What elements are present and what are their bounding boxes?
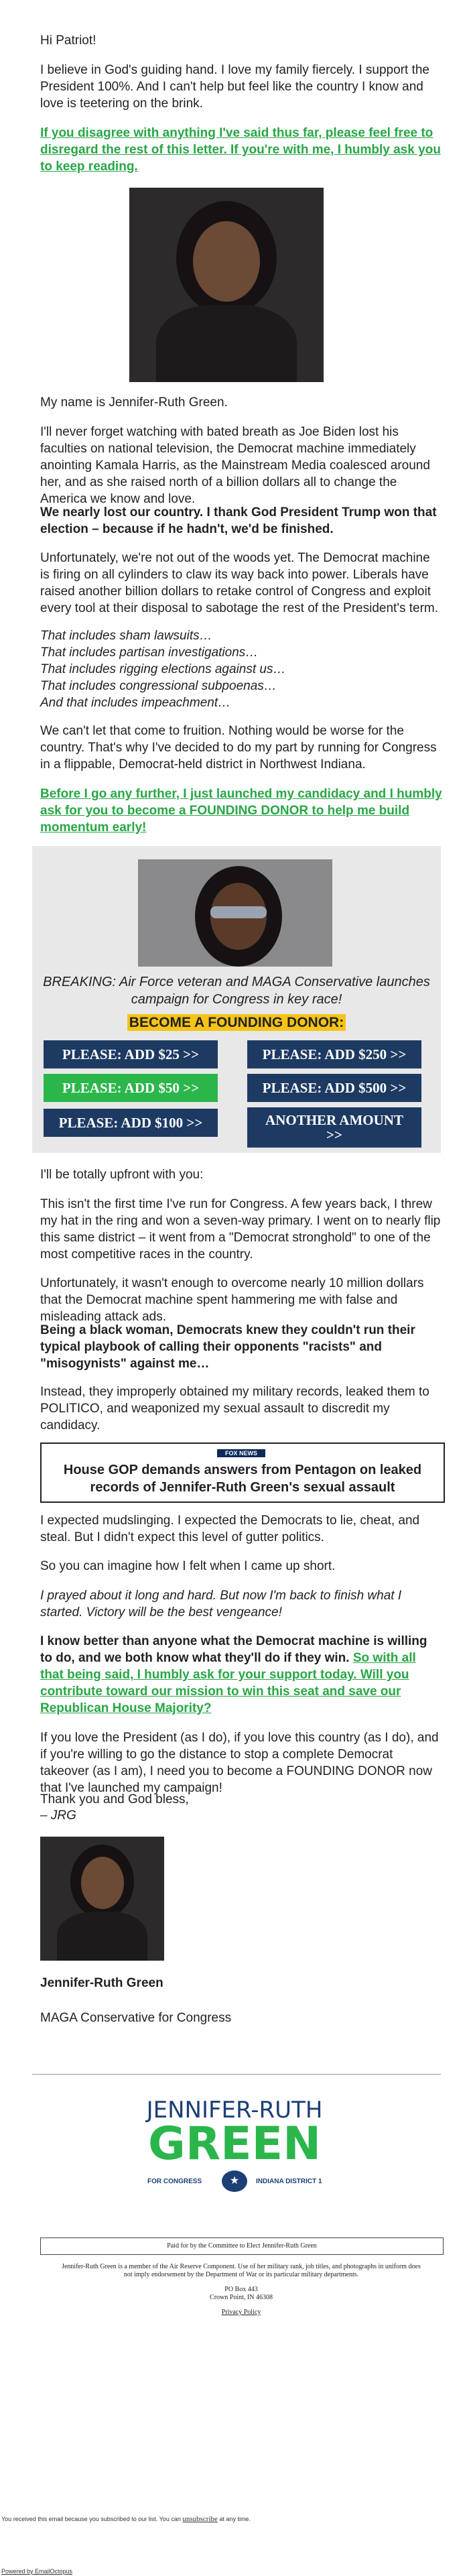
paragraph-support xyxy=(40,1633,442,1717)
paragraph-playbook: Being a black woman, Democrats knew they couldn't run their typical playbook of calling their opponents "racists" and "misogynists" against me… xyxy=(40,1323,415,1371)
add-50-button[interactable]: PLEASE: ADD $50 >> xyxy=(44,1074,218,1102)
list-item: That includes sham lawsuits… xyxy=(40,629,212,643)
list-item: That includes congressional subpoenas… xyxy=(40,679,277,693)
paragraph-fruition: We can't let that come to fruition. Nothing would be worse for the country. That's why I've decided to do my part by running for Congress in a flippable, Democrat-held district in Northwest Indiana. xyxy=(40,724,437,772)
signature-title: MAGA Conservative for Congress xyxy=(40,2011,232,2025)
star-emblem-icon: ★ xyxy=(222,2170,247,2192)
paragraph-name: My name is Jennifer-Ruth Green. xyxy=(40,395,228,410)
founding-donor-heading: BECOME A FOUNDING DONOR: xyxy=(32,1015,441,1031)
another-amount-button[interactable]: ANOTHER AMOUNT >> xyxy=(247,1107,421,1148)
candidate-portrait-photo xyxy=(129,188,324,382)
support-bold-text: I know better than anyone what the Democrat machine is willing to do, and we both know what they'll do if they win. xyxy=(40,1634,427,1665)
paid-for-box xyxy=(40,2237,444,2255)
add-25-button[interactable]: PLEASE: ADD $25 >> xyxy=(44,1040,218,1068)
fox-news-badge: FOX NEWS xyxy=(217,1449,265,1457)
fox-news-headline-box[interactable] xyxy=(40,1443,445,1503)
paragraph-woods: Unfortunately, we're not out of the woods yet. The Democrat machine is firing on all cylinders to claw its way back into power. Liberals have raised another billion dollars to retake control of Congress and exploit every tool at their disposal to sabotage the rest of the President's term. xyxy=(40,551,439,615)
add-500-button[interactable]: PLEASE: ADD $500 >> xyxy=(247,1074,421,1102)
paragraph-intro: I believe in God's guiding hand. I love my family fiercely. I support the President 100%. And I can't help but feel like the country I know and love is teetering on the brink. xyxy=(40,63,429,111)
list-item: That includes rigging elections against us… xyxy=(40,662,286,676)
breaking-headline: BREAKING: Air Force veteran and MAGA Conservative launches campaign for Congress in key race! xyxy=(43,975,430,1007)
initials: – JRG xyxy=(40,1808,76,1823)
paragraph-nearly-lost: We nearly lost our country. I thank God President Trump won that election – because if he hadn't, we'd be finished. xyxy=(40,505,437,536)
logo-line1: JENNIFER-RUTH xyxy=(146,2097,323,2124)
logo-district: INDIANA DISTRICT 1 xyxy=(256,2178,322,2185)
paragraph-upfront: I'll be totally upfront with you: xyxy=(40,1168,204,1182)
signoff: Thank you and God bless, xyxy=(40,1792,189,1806)
logo-for-congress: FOR CONGRESS xyxy=(147,2178,202,2185)
fox-news-headline: House GOP demands answers from Pentagon on leaked records of Jennifer-Ruth Green's sexual assault xyxy=(63,1463,422,1495)
add-250-button[interactable]: PLEASE: ADD $250 >> xyxy=(247,1040,421,1068)
paragraph-records: Instead, they improperly obtained my military records, leaked them to POLITICO, and weaponized my sexual assault to discredit my candidacy. xyxy=(40,1385,429,1432)
divider xyxy=(32,2074,441,2075)
powered-by-link[interactable]: Powered by EmailOctopus xyxy=(1,2568,73,2575)
paragraph-came-up-short: So you can imagine how I felt when I came up short. xyxy=(40,1559,336,1573)
unsubscribe-line: You received this email because you subscribed to our list. You can unsubscribe at any time. xyxy=(1,2515,251,2523)
founding-donor-link[interactable]: Before I go any further, I just launched my candidacy and I humbly ask for you to become a FOUNDING DONOR to help me build momentum early! xyxy=(40,787,442,835)
logo-line2: GREEN xyxy=(148,2118,321,2170)
campaign-photo xyxy=(138,859,332,967)
unsubscribe-link[interactable]: unsubscribe xyxy=(182,2515,218,2523)
greeting: Hi Patriot! xyxy=(40,34,96,48)
sunglasses-icon xyxy=(210,906,267,918)
paragraph-love-president: If you love the President (as I do), if you love this country (as I do), and if you're willing to go the distance to stop a complete Democrat takeover (as I am), I need you to become a FOUNDING DONOR now that I've launched my campaign! xyxy=(40,1731,439,1795)
disregard-link[interactable]: If you disagree with anything I've said thus far, please feel free to disregard the rest of this letter. If you're with me, I humbly ask you to keep reading. xyxy=(40,126,441,174)
po-box: PO Box 443 xyxy=(224,2286,258,2293)
privacy-policy-wrap xyxy=(40,2309,442,2317)
signature-photo xyxy=(40,1837,164,1961)
list-item: That includes partisan investigations… xyxy=(40,646,259,660)
donate-box xyxy=(32,846,441,1153)
support-link[interactable]: So with all that being said, I humbly ask for your support today. Will you contribute toward our mission to win this seat and save our Republican House Majority? xyxy=(40,1651,416,1715)
signature-name: Jennifer-Ruth Green xyxy=(40,1976,163,1990)
paragraph-prayed: I prayed about it long and hard. But now I'm back to finish what I started. Victory will be the best vengeance! xyxy=(40,1589,402,1619)
add-100-button[interactable]: PLEASE: ADD $100 >> xyxy=(44,1109,218,1137)
paragraph-mudslinging: I expected mudslinging. I expected the Democrats to lie, cheat, and steal. But I didn't expect this level of gutter politics. xyxy=(40,1514,420,1544)
list-item: And that includes impeachment… xyxy=(40,696,231,710)
paragraph-first-run: This isn't the first time I've run for Congress. A few years back, I threw my hat in the ring and won a seven-way primary. I went on to nearly flip this same district – it went from a "Democrat stronghold" to one of the most competitive races in the country. xyxy=(40,1197,441,1262)
city: Crown Point, IN 46308 xyxy=(210,2294,273,2301)
privacy-policy-link[interactable]: Privacy Policy xyxy=(221,2309,261,2316)
disclaimer: Jennifer-Ruth Green is a member of the Air Reserve Component. Use of her military rank, job titles, and photographs in uniform does not imply endorsement by the Department of War or its particular military departments. xyxy=(62,2263,421,2278)
paragraph-ten-million: Unfortunately, it wasn't enough to overcome nearly 10 million dollars that the Democrat machine spent hammering me with false and misleading attack ads. xyxy=(40,1276,424,1324)
paid-for-text: Paid for by the Committee to Elect Jennifer-Ruth Green xyxy=(167,2242,317,2250)
paragraph-biden: I'll never forget watching with bated breath as Joe Biden lost his faculties on national television, the Democrat machine immediately anointing Kamala Harris, as the Mainstream Media coalesced around her, and as she raised north of a billion dollars all to change the America we know and love. xyxy=(40,425,430,506)
includes-list xyxy=(40,627,442,711)
campaign-logo xyxy=(127,2098,342,2199)
